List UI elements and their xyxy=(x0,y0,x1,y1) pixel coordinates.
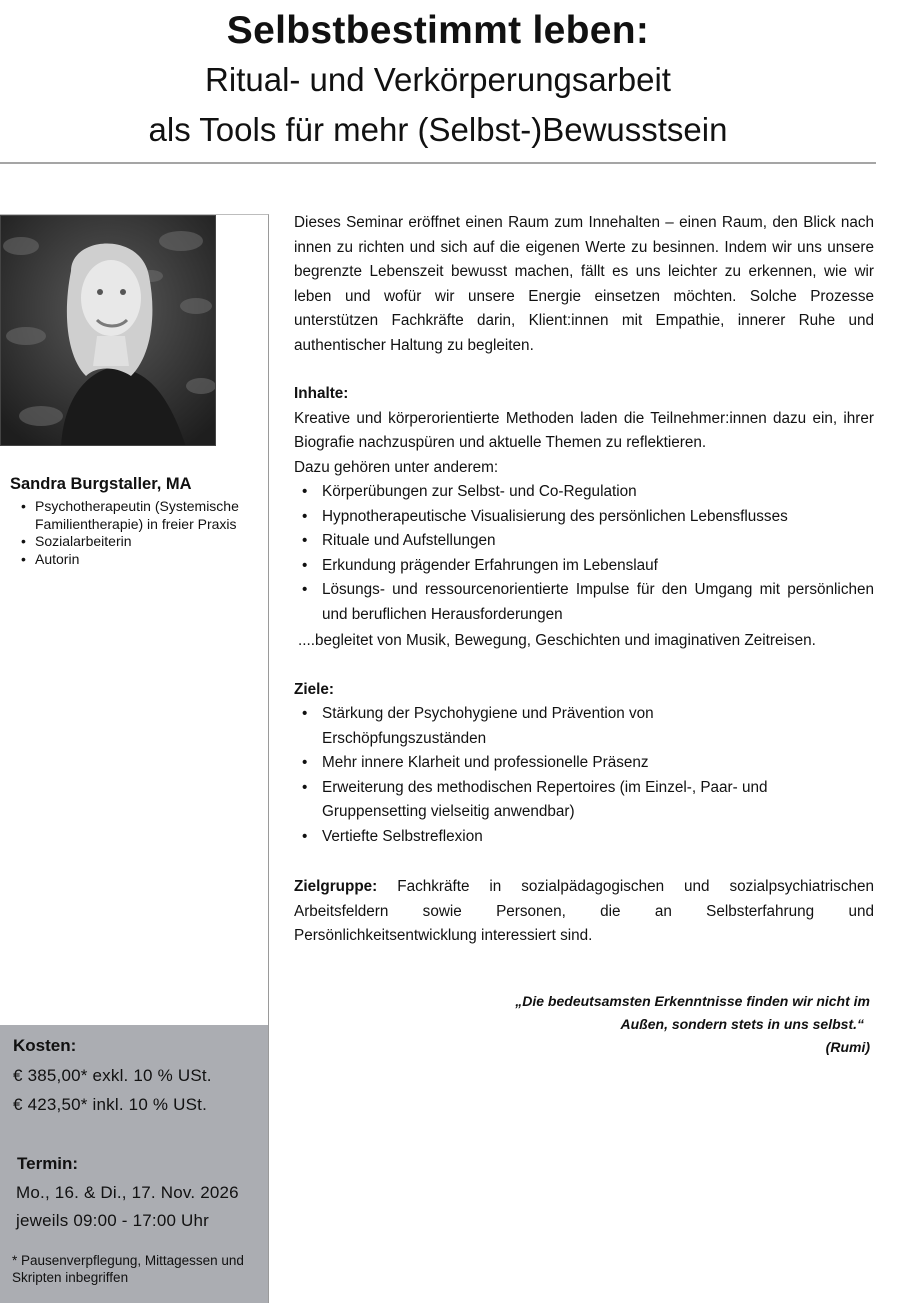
page-title: Selbstbestimmt leben: xyxy=(226,9,650,52)
price-excl: € 385,00* exkl. 10 % USt. xyxy=(13,1066,212,1085)
subtitle-line-2: als Tools für mehr (Selbst-)Bewusstsein xyxy=(148,111,728,148)
quote-line-1: „Die bedeutsamsten Erkenntnisse finden wir nicht im xyxy=(515,993,870,1009)
speaker-roles xyxy=(10,498,260,568)
spacer xyxy=(294,358,874,382)
inhalte-closing: ....begleitet von Musik, Bewegung, Geschichten und imaginativen Zeitreisen. xyxy=(298,632,816,649)
quote-block xyxy=(430,990,870,1059)
ziele-list xyxy=(294,702,874,849)
speaker-name: Sandra Burgstaller, MA xyxy=(10,475,192,493)
ziele-title: Ziele: xyxy=(294,680,334,698)
list-item: • Hypnotherapeutische Visualisierung des persönlichen Lebensflusses xyxy=(294,505,874,530)
zielgruppe-paragraph xyxy=(294,875,874,949)
quote-line-2: Außen, sondern stets in uns selbst.“ xyxy=(620,1016,864,1032)
intro-paragraph: Dieses Seminar eröffnet einen Raum zum Innehalten – einen Raum, den Blick nach innen zu richten und sich auf die eigenen Werte zu besinnen. Indem wir uns unsere begrenzte Lebenszeit bewusst machen, fällt es uns leichter zu erkennen, wie wir leben und wofür wir unsere Energie einsetzen möchten. Solche Prozesse unterstützen Fachkräfte darin, Klient:innen mit Empathie, innerer Ruhe und authentischer Haltung zu begleiten. xyxy=(294,214,874,354)
inhalte-text: Kreative und körperorientierte Methoden laden die Teilnehmer:innen dazu ein, ihrer Biografie nachzuspüren und aktuelle Themen zu reflektieren. xyxy=(294,409,874,451)
list-item: • Mehr innere Klarheit und professionelle Präsenz xyxy=(294,751,874,776)
subtitle-line-1: Ritual- und Verkörperungsarbeit xyxy=(205,61,671,98)
inhalte-lead: Dazu gehören unter anderem: xyxy=(294,458,499,476)
zielgruppe-label: Zielgruppe: xyxy=(294,878,378,895)
quote-author: (Rumi) xyxy=(825,1039,870,1055)
speaker-role: • Sozialarbeiterin xyxy=(10,533,260,551)
zielgruppe-text: Fachkräfte in sozialpädagogischen und sozialpsychiatrischen Arbeitsfeldern sowie Personen, die an Selbsterfahrung und Persönlichkeitsentwicklung interessiert sind. xyxy=(294,878,875,944)
list-item: • Stärkung der Psychohygiene und Prävention von Erschöpfungszuständen xyxy=(294,702,874,751)
list-item: • Erkundung prägender Erfahrungen im Lebenslauf xyxy=(294,554,874,579)
portrait-photo-icon xyxy=(1,216,216,446)
list-item: • Vertiefte Selbstreflexion xyxy=(294,825,874,850)
termin-label: Termin: xyxy=(17,1154,79,1173)
speaker-sidebar xyxy=(0,214,269,1303)
termin-date: Mo., 16. & Di., 17. Nov. 2026 xyxy=(16,1183,239,1202)
main-content xyxy=(294,211,874,949)
list-item: • Lösungs- und ressourcenorientierte Impulse für den Umgang mit persönlichen und beruflichen Herausforderungen xyxy=(294,578,874,627)
spacer xyxy=(294,654,874,678)
kosten-label: Kosten: xyxy=(13,1036,77,1055)
termin-time: jeweils 09:00 - 17:00 Uhr xyxy=(16,1211,210,1230)
price-footnote: * Pausenverpflegung, Mittagessen und Skripten inbegriffen xyxy=(12,1253,244,1285)
list-item: • Erweiterung des methodischen Repertoires (im Einzel-, Paar- und Gruppensetting vielseitig anwendbar) xyxy=(294,776,874,825)
speaker-role: • Psychotherapeutin (Systemische Familientherapie) in freier Praxis xyxy=(10,498,260,533)
inhalte-list xyxy=(294,480,874,627)
inhalte-title: Inhalte: xyxy=(294,385,349,402)
price-box xyxy=(0,1025,268,1303)
list-item: • Rituale und Aufstellungen xyxy=(294,529,874,554)
list-item: • Körperübungen zur Selbst- und Co-Regulation xyxy=(294,480,874,505)
spacer xyxy=(294,849,874,875)
header-divider xyxy=(0,162,876,164)
speaker-role: • Autorin xyxy=(10,551,260,569)
speaker-photo xyxy=(0,215,216,446)
price-incl: € 423,50* inkl. 10 % USt. xyxy=(13,1095,208,1114)
